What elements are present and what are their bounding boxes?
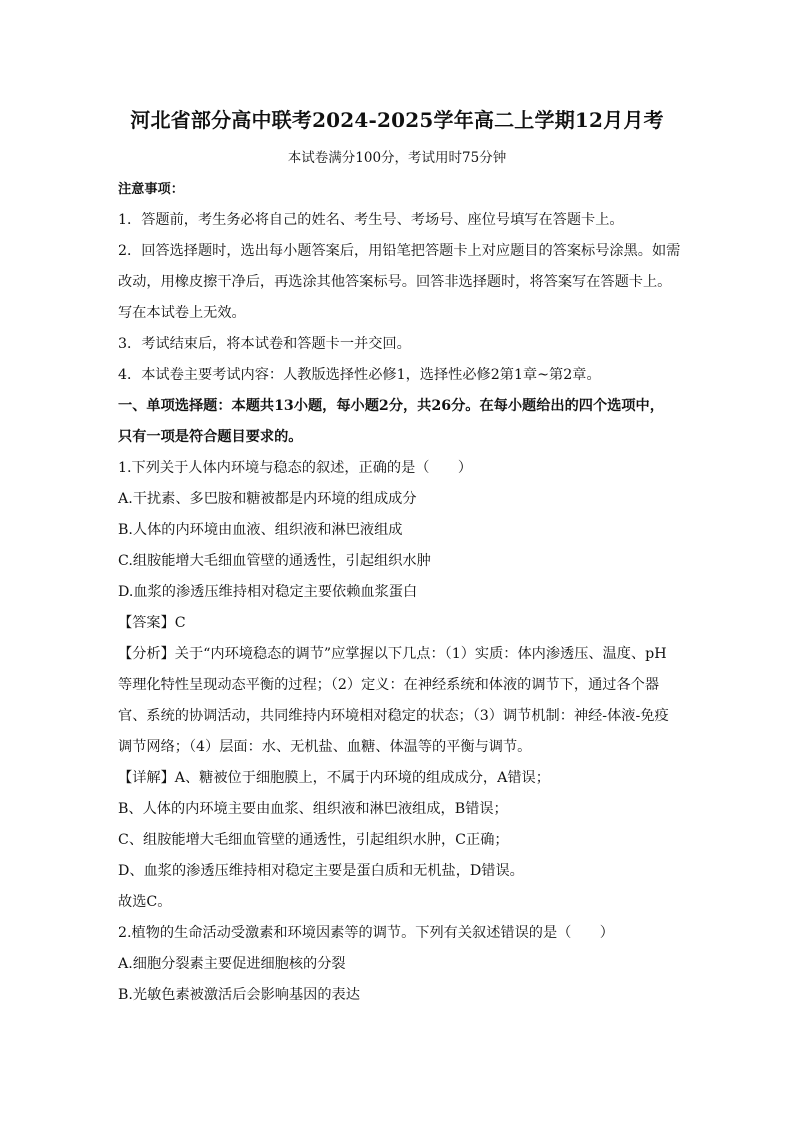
option-c: C.组胺能增大毛细血管壁的通透性，引起组织水肿 bbox=[118, 553, 431, 569]
section-heading: 一、单项选择题：本题共13小题，每小题2分，共26分。在每小题给出的四个选项中， bbox=[118, 398, 664, 414]
option-a: A.细胞分裂素主要促进细胞核的分裂 bbox=[118, 956, 346, 972]
question-stem: 1.下列关于人体内环境与稳态的叙述，正确的是（ ） bbox=[118, 460, 473, 476]
notice-item: 改动，用橡皮擦干净后，再选涂其他答案标号。回答非选择题时，将答案写在答题卡上。 bbox=[118, 274, 672, 290]
detail-line: D、血浆的渗透压维持相对稳定主要是蛋白质和无机盐，D错误。 bbox=[118, 863, 524, 879]
option-b: B.光敏色素被激活后会影响基因的表达 bbox=[118, 987, 360, 1003]
detail-line: B、人体的内环境主要由血浆、组织液和淋巴液组成，B错误； bbox=[118, 801, 508, 817]
analysis-line: 【分析】关于“内环境稳态的调节”应掌握以下几点：（1）实质：体内渗透压、温度、pH bbox=[118, 646, 667, 662]
notice-item: 1．答题前，考生务必将自己的姓名、考生号、考场号、座位号填写在答题卡上。 bbox=[118, 212, 624, 228]
question-stem: 2.植物的生命活动受激素和环境因素等的调节。下列有关叙述错误的是（ ） bbox=[118, 925, 614, 941]
option-a: A.干扰素、多巴胺和糖被都是内环境的组成成分 bbox=[118, 491, 417, 507]
notice-item: 写在本试卷上无效。 bbox=[118, 305, 246, 321]
notice-item: 4．本试卷主要考试内容：人教版选择性必修1，选择性必修2第1章~第2章。 bbox=[118, 367, 601, 383]
detail-line: 故选C。 bbox=[118, 894, 172, 910]
section-heading: 只有一项是符合题目要求的。 bbox=[118, 429, 303, 445]
analysis-line: 调节网络；（4）层面：水、无机盐、血糖、体温等的平衡与调节。 bbox=[118, 739, 532, 755]
exam-info: 本试卷满分100分，考试用时75分钟 bbox=[287, 150, 507, 166]
detail-line: 【详解】A、糖被位于细胞膜上，不属于内环境的组成成分，A错误； bbox=[118, 770, 550, 786]
notice-item: 2．回答选择题时，选出每小题答案后，用铅笔把答题卡上对应题目的答案标号涂黑。如需 bbox=[118, 243, 681, 259]
analysis-line: 官、系统的协调活动，共同维持内环境相对稳定的状态；（3）调节机制：神经-体液-免疫 bbox=[118, 708, 669, 724]
page-title: 河北省部分高中联考2024-2025学年高二上学期12月月考 bbox=[130, 108, 664, 132]
exam-body bbox=[118, 174, 681, 1011]
notice-heading: 注意事项： bbox=[118, 182, 184, 197]
option-b: B.人体的内环境由血液、组织液和淋巴液组成 bbox=[118, 522, 403, 538]
detail-line: C、组胺能增大毛细血管壁的通透性，引起组织水肿，C正确； bbox=[118, 832, 509, 848]
option-d: D.血浆的渗透压维持相对稳定主要依赖血浆蛋白 bbox=[118, 584, 418, 600]
notice-item: 3．考试结束后，将本试卷和答题卡一并交回。 bbox=[118, 336, 411, 352]
analysis-line: 等理化特性呈现动态平衡的过程；（2）定义：在神经系统和体液的调节下，通过各个器 bbox=[118, 677, 660, 693]
answer: 【答案】C bbox=[118, 615, 186, 631]
